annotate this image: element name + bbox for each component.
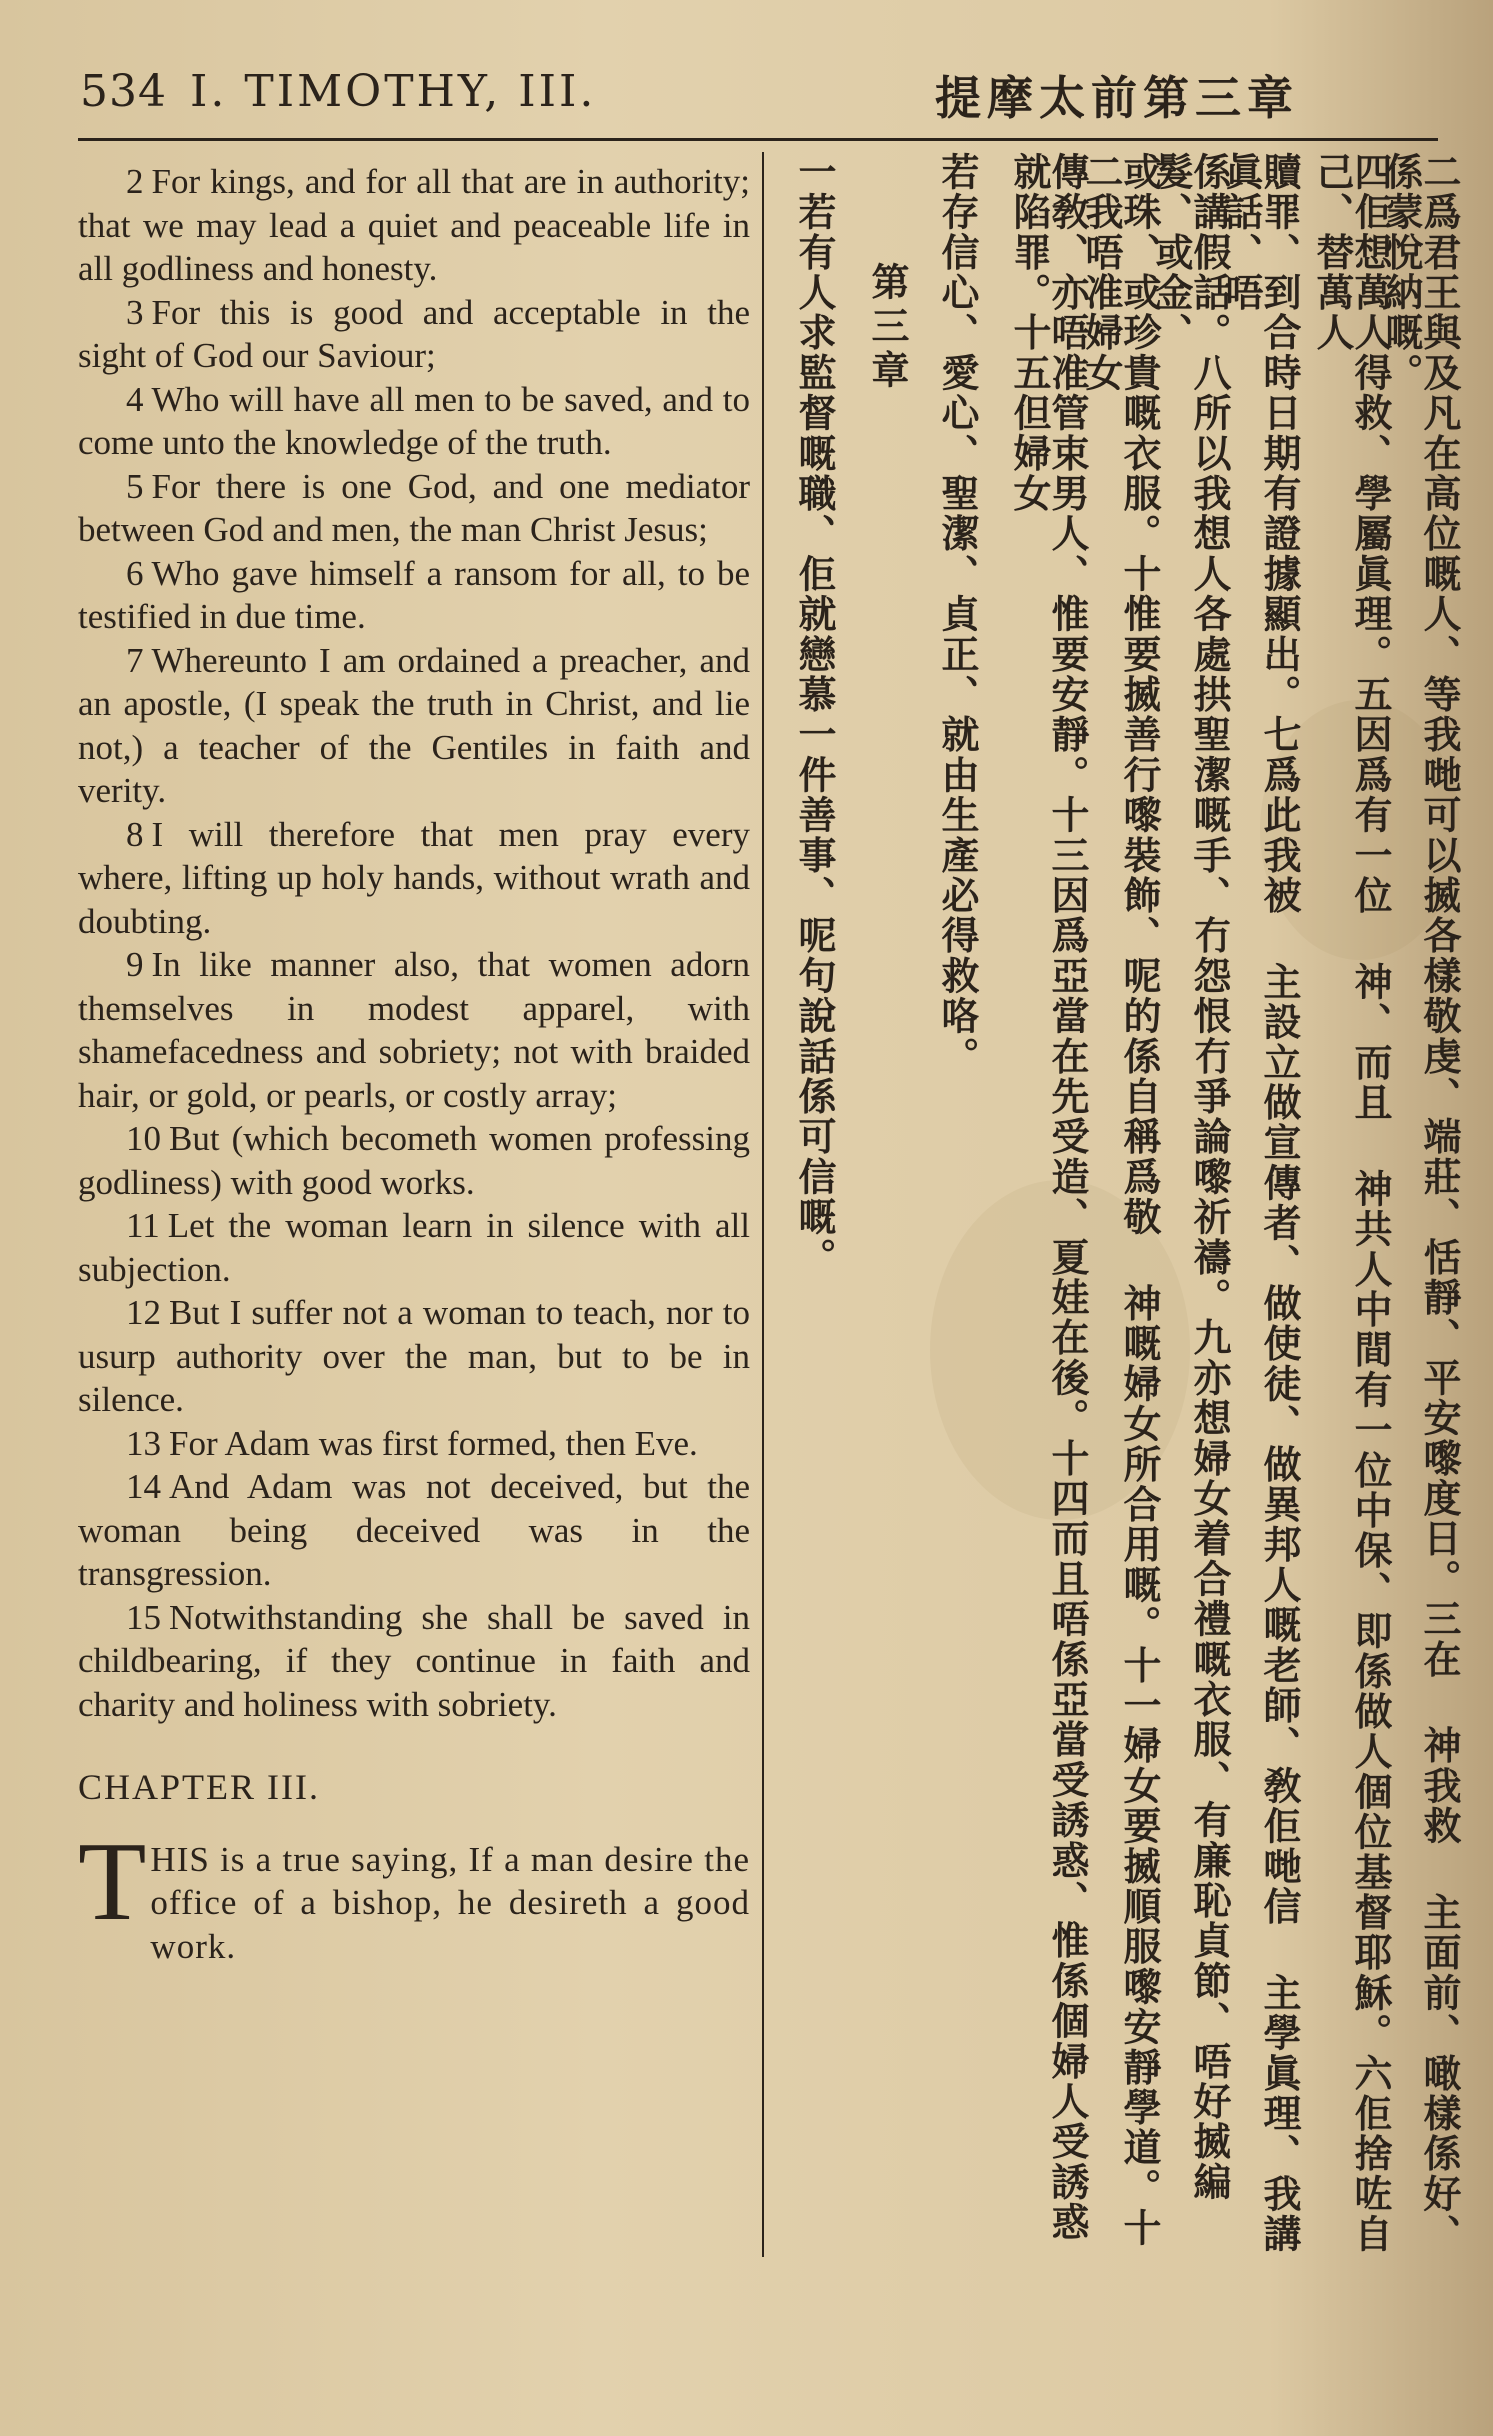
- chinese-column-2: 四佢想萬人得救、學屬眞理。五因爲有一位 神、而且 神共人中間有一位中保、即係做人個位基督耶穌。六佢捨咗自己、替萬人: [1310, 152, 1392, 2255]
- chinese-chapter-heading: 第三章: [865, 262, 909, 394]
- verse-2: 2 For kings, and for all that are in authority; that we may lead a quiet and peaceable life in all godliness and honesty.: [78, 162, 750, 288]
- drop-cap: T: [78, 1819, 147, 1944]
- page-header: [0, 0, 1493, 140]
- chapter-heading: CHAPTER III.: [78, 1767, 320, 1807]
- chinese-column-3: 贖罪、到合時日期有證據顯出。七爲此我被 主設立做宣傳者、做使徒、做異邦人嘅老師、敎佢哋信 主學眞理、我講眞話、唔: [1219, 152, 1301, 2255]
- verse-3: 3 For this is good and acceptable in the sight of God our Saviour;: [78, 292, 750, 375]
- verse-12: 12 But I suffer not a woman to teach, nor to usurp authority over the man, but to be in silence.: [78, 1293, 750, 1419]
- header-rule: [78, 138, 1438, 141]
- page-number: 534: [80, 66, 167, 117]
- verse-14: 14 And Adam was not deceived, but the woman being deceived was in the transgression.: [78, 1467, 750, 1593]
- english-column: [78, 160, 750, 1968]
- chinese-column-1: 二爲君王與及凡在高位嘅人、等我哋可以揻各樣敬虔、端莊、恬靜、平安嚟度日。三在 神我救 主面前、噉樣係好、係蒙悅納嘅。: [1379, 152, 1461, 2255]
- verse-8: 8 I will therefore that men pray every where, lifting up holy hands, without wrath and doubting.: [78, 814, 750, 941]
- chapter-3-verse-1: THIS is a true saying, If a man desire the office of a bishop, he desireth a good work.: [78, 1819, 750, 1966]
- chinese-column-4: 係講假話。八所以我想人各處拱聖潔嘅手、冇怨恨冇爭論嚟祈禱。九亦想婦女着合禮嘅衣服、有廉恥貞節、唔好揻編髮、或金、: [1149, 152, 1231, 2203]
- chinese-column-6: 傳敎、亦唔准管束男人、惟要安靜。十三因爲亞當在先受造、夏娃在後。十四而且唔係亞當受誘惑、惟係個婦人受誘惑就陷罪。十五但婦女: [1007, 152, 1089, 2243]
- verse-10: 10 But (which becometh women professing godliness) with good works.: [78, 1119, 750, 1202]
- verse-11: 11 Let the woman learn in silence with all subjection.: [78, 1206, 750, 1289]
- running-title: I. TIMOTHY, III.: [190, 66, 597, 117]
- verse-15: 15 Notwithstanding she shall be saved in childbearing, if they continue in faith and charity and holiness with sobriety.: [78, 1597, 750, 1724]
- verse-4: 4 Who will have all men to be saved, and to come unto the knowledge of the truth.: [78, 379, 750, 462]
- chinese-column-5: 或珠、或珍貴嘅衣服。十惟要揻善行嚟裝飾、呢的係自稱爲敬 神嘅婦女所合用嘅。十一婦女要揻順服嚟安靜學道。十二我唔准婦女: [1079, 152, 1161, 2249]
- verse-9: 9 In like manner also, that women adorn themselves in modest apparel, with shamefacedness and sobriety; not with braided hair, or gold, or pearls, or costly array;: [78, 945, 750, 1115]
- chinese-column-9: 一若有人求監督嘅職、佢就戀慕一件善事、呢句說話係可信嘅。: [792, 152, 836, 1278]
- verse-13: 13 For Adam was first formed, then Eve.: [126, 1423, 698, 1463]
- verse-5: 5 For there is one God, and one mediator between God and men, the man Christ Jesus;: [78, 466, 750, 549]
- verse-7: 7 Whereunto I am ordained a preacher, and an apostle, (I speak the truth in Christ, and lie not,) a teacher of the Gentiles in faith and verity.: [78, 640, 750, 810]
- column-divider: [762, 152, 764, 2257]
- chinese-column-7: 若存信心、愛心、聖潔、貞正、就由生產必得救咯。: [935, 152, 979, 1077]
- chinese-running-title: 提摩太前第三章: [935, 71, 1299, 125]
- verse-6: 6 Who gave himself a ransom for all, to be testified in due time.: [78, 553, 750, 636]
